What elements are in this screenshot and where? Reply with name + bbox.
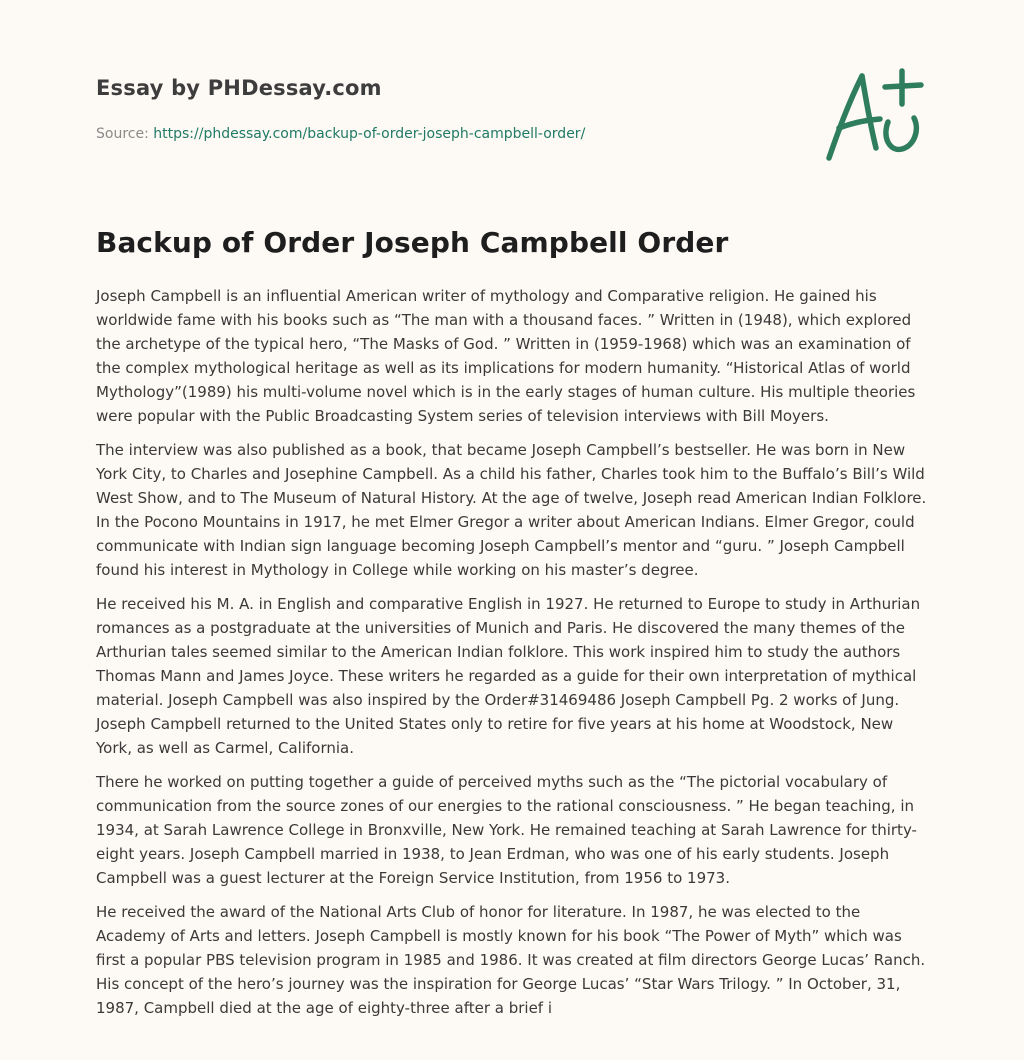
essay-title: Backup of Order Joseph Campbell Order: [96, 226, 729, 259]
page-header: [96, 76, 796, 142]
essay-paragraph: The interview was also published as a book, that became Joseph Campbell’s bestseller. He was born in New York City, to Charles and Josephine Campbell. As a child his father, Charles took him to the Buffalo’s Bill’s Wild West Show, and to The Museum of Natural History. At the age of twelve, Joseph read American Indian Folklore. In the Pocono Mountains in 1917, he met Elmer Gregor a writer about American Indians. Elmer Gregor, could communicate with Indian sign language becoming Joseph Campbell’s mentor and “guru. ” Joseph Campbell found his interest in Mythology in College while working on his master’s degree.: [96, 441, 927, 579]
essay-body: [96, 284, 930, 1030]
essay-paragraph: He received the award of the National Arts Club of honor for literature. In 1987, he was elected to the Academy of Arts and letters. Joseph Campbell is mostly known for his book “The Power of Myth” which was first a popular PBS television program in 1985 and 1986. It was created at film directors George Lucas’ Ranch. His concept of the hero’s journey was the inspiration for George Lucas’ “Star Wars Trilogy. ” In October, 31, 1987, Campbell died at the age of eighty-three after a brief i: [96, 903, 926, 1017]
source-link[interactable]: https://phdessay.com/backup-of-order-joseph-campbell-order/: [153, 126, 586, 142]
source-line: [96, 126, 796, 142]
a-plus-logo-icon: [822, 66, 926, 166]
essay-paragraph: Joseph Campbell is an influential American writer of mythology and Comparative religion. He gained his worldwide fame with his books such as “The man with a thousand faces. ” Written in (1948), which explored the archetype of the typical hero, “The Masks of God. ” Written in (1959-1968) which was an examination of the complex mythological heritage as well as its implications for modern humanity. “Historical Atlas of world Mythology”(1989) his multi-volume novel which is in the early stages of human culture. His multiple theories were popular with the Public Broadcasting System series of television interviews with Bill Moyers.: [96, 287, 916, 425]
essay-paragraph: He received his M. A. in English and comparative English in 1927. He returned to Europe to study in Arthurian romances as a postgraduate at the universities of Munich and Paris. He discovered the many themes of the Arthurian tales seemed similar to the American Indian folklore. This work inspired him to study the authors Thomas Mann and James Joyce. These writers he regarded as a guide for their own interpretation of mythical material. Joseph Campbell was also inspired by the Order#31469486 Joseph Campbell Pg. 2 works of Jung. Joseph Campbell returned to the United States only to retire for five years at his home at Woodstock, New York, as well as Carmel, California.: [96, 595, 921, 757]
essay-paragraph: There he worked on putting together a guide of perceived myths such as the “The pictorial vocabulary of communication from the source zones of our energies to the rational consciousness. ” He began teaching, in 1934, at Sarah Lawrence College in Bronxville, New York. He remained teaching at Sarah Lawrence for thirty-eight years. Joseph Campbell married in 1938, to Jean Erdman, who was one of his early students. Joseph Campbell was a guest lecturer at the Foreign Service Institution, from 1956 to 1973.: [96, 773, 917, 887]
source-label: Source:: [96, 126, 154, 142]
brand-title: Essay by PHDessay.com: [96, 76, 382, 100]
